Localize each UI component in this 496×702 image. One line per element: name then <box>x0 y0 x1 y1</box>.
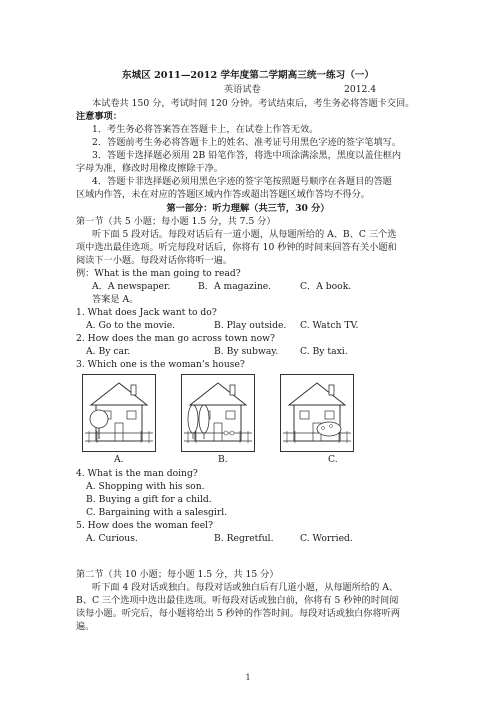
note-4-cont: 区域内作答，未在对应的答题区域内作答或超出答题区域作答均不得分。 <box>76 189 370 200</box>
question-4: 4. What is the man doing? <box>76 468 198 479</box>
question-2-option-b: B. By subway. <box>214 346 279 357</box>
picture-label-b: B. <box>218 454 228 465</box>
bush-icon <box>317 422 341 436</box>
note-1: 1．考生务必将答案答在答题卡上，在试卷上作答无效。 <box>92 124 319 135</box>
section1-instruction-1: 听下面 5 段对话。每段对话后有一道小题，从每题所给的 A、B、C 三个选 <box>92 229 397 240</box>
example-option-b: B．A magazine. <box>198 281 272 292</box>
section2-instruction-3: 读每小题。听完后，每小题将给出 5 秒钟的作答时间。每段对话或独白你将听两 <box>76 608 401 619</box>
question-4-option-b: B. Buying a gift for a child. <box>86 494 212 505</box>
page-number: 1 <box>245 673 251 682</box>
question-2: 2. How does the man go across town now? <box>76 333 275 344</box>
question-1-option-c: C. Watch TV. <box>300 320 359 331</box>
section1-title: 第一节（共 5 小题；每小题 1.5 分，共 7.5 分） <box>76 216 276 227</box>
question-3: 3. Which one is the woman’s house? <box>76 359 245 370</box>
question-4-option-c: C. Bargaining with a salesgirl. <box>86 507 228 518</box>
section2-title: 第二节（共 10 小题；每小题 1.5 分，共 15 分） <box>76 569 279 580</box>
example-option-a: A．A newspaper. <box>92 281 171 292</box>
exam-subject: 英语试卷 <box>224 84 261 95</box>
example-answer: 答案是 A。 <box>92 294 139 305</box>
question-1-option-a: A. Go to the movie. <box>86 320 176 331</box>
section1-instruction-3: 阅读下一小题。每段对话你将听一遍。 <box>76 255 233 266</box>
question-2-option-a: A. By car. <box>86 346 131 357</box>
intro-line: 本试卷共 150 分，考试时间 120 分钟。考试结束后，考生务必将答题卡交回。 <box>92 98 415 109</box>
note-3-cont: 字母为准，修改时用橡皮擦除干净。 <box>76 163 223 174</box>
question-5-option-a: A. Curious. <box>86 533 138 544</box>
house-picture-b <box>181 374 255 452</box>
question-1: 1. What does Jack want to do? <box>76 307 217 318</box>
section2-instruction-4: 遍。 <box>76 621 95 632</box>
question-5-option-c: C. Worried. <box>300 533 353 544</box>
question-4-option-a: A. Shopping with his son. <box>86 481 205 492</box>
exam-date: 2012.4 <box>344 84 377 95</box>
note-2: 2．答题前考生务必将答题卡上的姓名、准考证号用黑色字迹的签字笔填写。 <box>92 137 402 148</box>
question-1-option-b: B. Play outside. <box>214 320 287 331</box>
note-3: 3．答题卡选择题必须用 2B 铅笔作答，将选中项涂满涂黑，黑度以盖住框内 <box>92 150 402 161</box>
part1-title: 第一部分：听力理解（共三节，30 分） <box>166 203 330 214</box>
house-picture-c <box>280 374 354 452</box>
section1-instruction-2: 项中选出最佳选项。听完每段对话后，你将有 10 秒钟的时间来回答有关小题和 <box>76 242 397 253</box>
round-tree-icon <box>90 410 108 428</box>
section2-instruction-1: 听下面 4 段对话或独白。每段对话或独白后有几道小题，从每题所给的 A、 <box>92 582 399 593</box>
question-2-option-c: C. By taxi. <box>300 346 348 357</box>
note-4: 4．答题卡非选择题必须用黑色字迹的签字笔按照题号顺序在各题目的答题 <box>92 176 392 187</box>
question-5: 5. How does the woman feel? <box>76 520 214 531</box>
exam-title: 东城区 2011—2012 学年度第二学期高三统一练习（一） <box>122 70 374 81</box>
house-picture-a <box>82 374 156 452</box>
section2-instruction-2: B、C 三个选项中选出最佳选项。听每段对话或独白前，你将有 5 秒钟的时间阅 <box>76 595 399 606</box>
example-question: 例：What is the man going to read? <box>76 268 241 279</box>
picture-label-a: A. <box>114 454 124 465</box>
picture-label-c: C. <box>328 454 338 465</box>
example-option-c: C．A book. <box>300 281 352 292</box>
question-5-option-b: B. Regretful. <box>214 533 274 544</box>
notes-title: 注意事项： <box>76 111 122 122</box>
tall-tree-icon <box>188 405 198 433</box>
